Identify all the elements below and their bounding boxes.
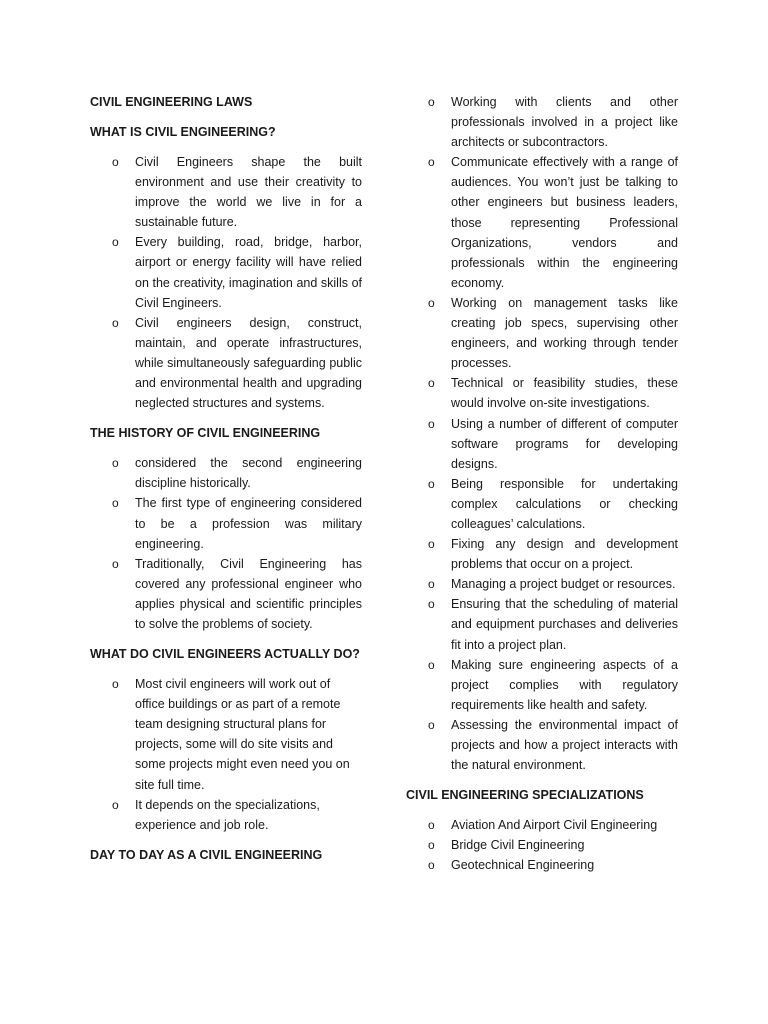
section-heading: WHAT IS CIVIL ENGINEERING? [90, 125, 276, 139]
section-heading: THE HISTORY OF CIVIL ENGINEERING [90, 426, 321, 441]
list-item [90, 795, 362, 835]
bullet-icon: o [112, 556, 119, 571]
bullet-icon: o [428, 95, 435, 109]
bullet-icon: o [428, 818, 435, 833]
bullet-icon: o [428, 657, 435, 672]
list-item [406, 835, 678, 855]
list-item [90, 232, 362, 312]
bullet-icon: o [428, 838, 435, 853]
list-item [90, 554, 362, 634]
list-item-text: Ensuring that the scheduling of material and equipment purchases and deliveries fit into a project plan. [451, 597, 678, 652]
list-item [406, 373, 678, 413]
bullet-icon: o [112, 496, 119, 511]
bullet-icon: o [428, 295, 435, 310]
list-item-text: Every building, road, bridge, harbor, airport or energy facility will have relied on the creativity, imagination and skills of Civil Engineers. [135, 235, 362, 310]
right-column [406, 92, 678, 885]
bullet-icon: o [112, 235, 119, 250]
bullet-list [90, 152, 362, 413]
bullet-icon: o [112, 456, 119, 471]
bullet-icon: o [428, 537, 435, 552]
list-item-text: Using a number of different of computer software programs for developing designs. [451, 416, 678, 471]
left-column [90, 92, 362, 875]
document-title: CIVIL ENGINEERING LAWS [90, 95, 253, 109]
list-item-text: Traditionally, Civil Engineering has covered any professional engineer who applies physical and scientific principles to solve the problems of society. [135, 556, 362, 631]
list-item-text: Working on management tasks like creating job specs, supervising other engineers, and working through tender processes. [451, 295, 678, 371]
list-item-text: Bridge Civil Engineering [451, 838, 585, 853]
bullet-icon: o [428, 577, 435, 592]
list-item-text: Being responsible for undertaking complex calculations or checking colleagues’ calculations. [451, 476, 678, 531]
list-item [90, 313, 362, 413]
bullet-icon: o [428, 155, 435, 170]
bullet-icon: o [428, 416, 435, 431]
section-heading-day-to-day: DAY TO DAY AS A CIVIL ENGINEERING [90, 847, 323, 862]
list-item-text: Making sure engineering aspects of a project complies with regulatory requirements like health and safety. [451, 657, 678, 712]
list-item [406, 574, 678, 594]
list-item-text: Civil engineers design, construct, maintain, and operate infrastructures, while simultaneously safeguarding public and environmental health and upgrading neglected structures and systems. [135, 315, 362, 411]
bullet-icon: o [428, 717, 435, 732]
list-item [406, 855, 678, 875]
list-item-text: Fixing any design and development problems that occur on a project. [451, 537, 678, 572]
specializations-list [406, 815, 678, 875]
list-item [406, 655, 678, 715]
list-item-text: Aviation And Airport Civil Engineering [451, 818, 658, 833]
list-item-text: Civil Engineers shape the built environment and use their creativity to improve the world we live in for a sustainable future. [135, 155, 362, 230]
bullet-icon: o [112, 677, 119, 692]
list-item [406, 474, 678, 534]
bullet-list [90, 453, 362, 634]
bullet-icon: o [112, 315, 119, 330]
section-heading-specializations: CIVIL ENGINEERING SPECIALIZATIONS [406, 788, 644, 803]
day-to-day-list [406, 92, 678, 775]
bullet-icon: o [112, 155, 119, 169]
list-item [406, 715, 678, 775]
list-item [90, 674, 362, 795]
list-item [406, 152, 678, 293]
bullet-icon: o [428, 376, 435, 391]
list-item-text: Most civil engineers will work out of office buildings or as part of a remote team designing structural plans for projects, some will do site visits and some projects might even need you on site full time. [135, 677, 350, 792]
list-item-text: It depends on the specializations, experience and job role. [135, 797, 320, 832]
list-item [90, 493, 362, 553]
list-item-text: Assessing the environmental impact of projects and how a project interacts with the natural environment. [451, 717, 678, 773]
bullet-icon: o [428, 858, 435, 873]
left-sections [90, 122, 362, 835]
list-item [406, 293, 678, 373]
bullet-icon: o [428, 597, 435, 612]
list-item-text: considered the second engineering discipline historically. [135, 456, 362, 491]
list-item [406, 414, 678, 474]
bullet-icon: o [428, 476, 435, 491]
list-item-text: Communicate effectively with a range of audiences. You won’t just be talking to other engineers but business leaders, those representing Professional Organizations, vendors and professionals within the engineering economy. [451, 155, 678, 290]
list-item [406, 92, 678, 152]
list-item-text: Technical or feasibility studies, these would involve on-site investigations. [451, 376, 678, 411]
list-item-text: Geotechnical Engineering [451, 858, 595, 873]
bullet-icon: o [112, 797, 119, 812]
list-item [90, 152, 362, 232]
list-item [406, 534, 678, 574]
list-item-text: Managing a project budget or resources. [451, 577, 676, 592]
list-item-text: The first type of engineering considered to be a profession was military engineering. [135, 496, 362, 551]
list-item [406, 815, 678, 835]
list-item-text: Working with clients and other professionals involved in a project like architects or subcontractors. [451, 95, 678, 150]
list-item [90, 453, 362, 493]
list-item [406, 594, 678, 654]
section-heading: WHAT DO CIVIL ENGINEERS ACTUALLY DO? [90, 647, 360, 662]
bullet-list [90, 674, 362, 835]
